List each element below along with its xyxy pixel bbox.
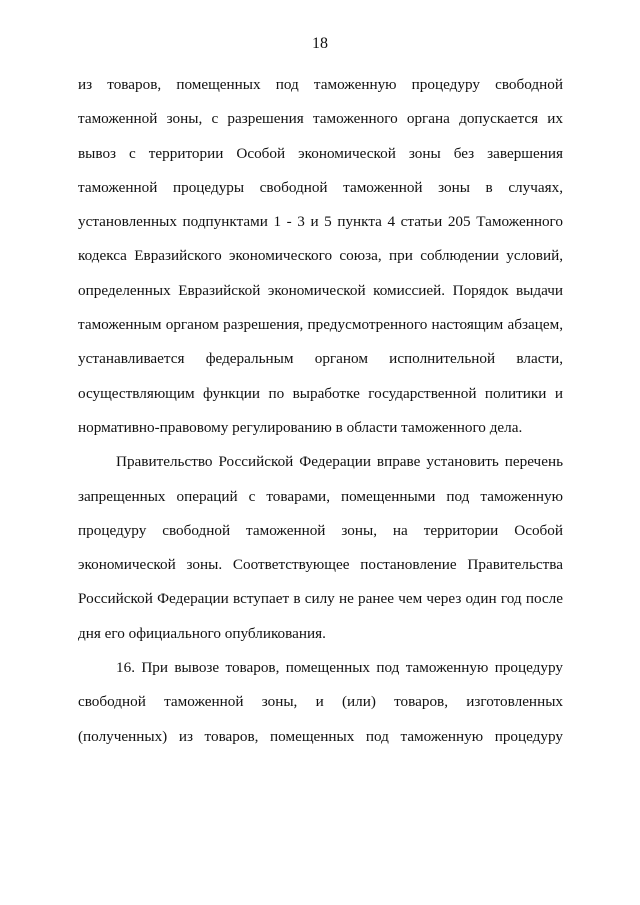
paragraph-government-list: Правительство Российской Федерации вправе установить перечень запрещенных операций с товарами, помещенными под таможенную процедуру свободной таможенной зоны, на территории Особой экономической зоны. Соответствующее постановление Правительства Российской Федерации вступает в силу не ранее чем через один год после дня его официального опубликования. — [78, 453, 563, 642]
paragraph-item-16: 16. При вывозе товаров, помещенных под таможенную процедуру свободной таможенной зоны, и (или) товаров, изготовленных (полученных) из товаров, помещенных под таможенную процедуру — [78, 659, 563, 745]
paragraph-continuation: из товаров, помещенных под таможенную процедуру свободной таможенной зоны, с разрешения таможенного органа допускается их вывоз с территории Особой экономической зоны без завершения таможенной процедуры свободной таможенной зоны в случаях, установленных подпунктами 1 - 3 и 5 пункта 4 статьи 205 Таможенного кодекса Евразийского экономического союза, при соблюдении условий, определенных Евразийской экономической комиссией. Порядок выдачи таможенным органом разрешения, предусмотренного настоящим абзацем, устанавливается федеральным органом исполнительной власти, осуществляющим функции по выработке государственной политики и нормативно-правовому регулированию в области таможенного дела. — [78, 76, 563, 436]
page-number: 18 — [312, 35, 328, 52]
document-body — [78, 68, 563, 754]
